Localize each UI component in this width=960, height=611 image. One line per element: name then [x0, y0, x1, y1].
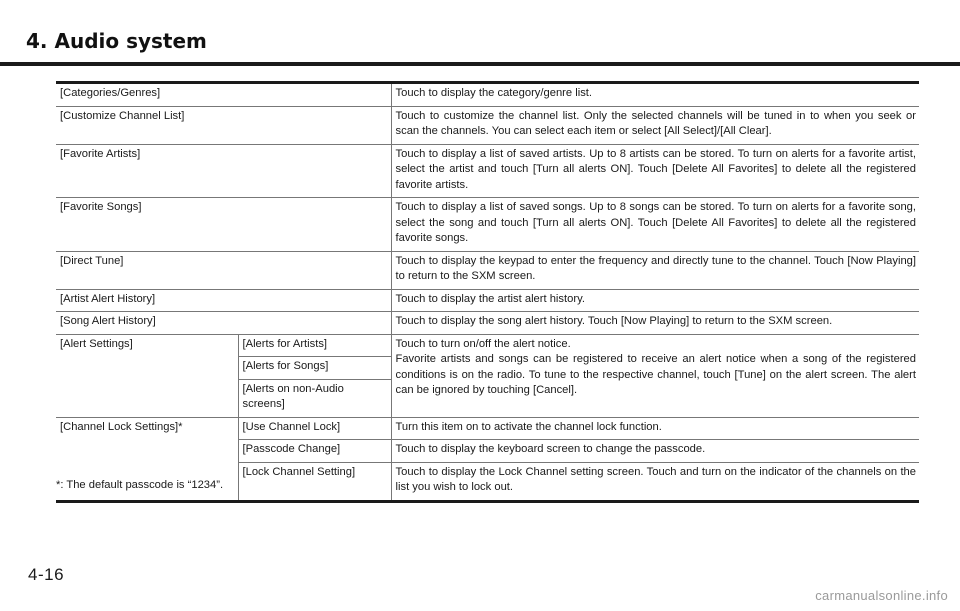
item-name: [Favorite Artists] — [56, 144, 391, 198]
alert-desc-line: Touch to turn on/off the alert notice. — [395, 337, 571, 350]
table-row — [56, 289, 919, 312]
table-row-channel-lock — [56, 417, 919, 440]
table-row — [56, 106, 919, 144]
page-number: 4-16 — [28, 565, 65, 584]
sub-item-name: [Alerts for Artists] — [238, 334, 391, 357]
settings-table — [56, 81, 919, 503]
table-row-alert-settings — [56, 334, 919, 357]
item-name: [Song Alert History] — [56, 312, 391, 335]
sub-item-name: [Passcode Change] — [238, 440, 391, 463]
item-name: [Categories/Genres] — [56, 83, 391, 107]
footnote: *: The default passcode is “1234”. — [56, 479, 224, 491]
item-name: [Artist Alert History] — [56, 289, 391, 312]
sub-item-name: [Lock Channel Setting] — [238, 462, 391, 501]
item-name: [Customize Channel List] — [56, 106, 391, 144]
section-title: 4. Audio system — [26, 29, 207, 53]
sub-item-name: [Alerts on non-Audio screens] — [238, 379, 391, 417]
table-row — [56, 312, 919, 335]
table-row — [56, 83, 919, 107]
table-row — [56, 251, 919, 289]
item-name: [Channel Lock Settings]* — [56, 417, 238, 501]
item-description: Touch to display the keypad to enter the frequency and directly tune to the channel. Touch [Now Playing] to return to the SXM screen. — [391, 251, 919, 289]
item-name: [Alert Settings] — [56, 334, 238, 417]
sub-item-name: [Use Channel Lock] — [238, 417, 391, 440]
header-rule — [0, 62, 960, 66]
item-description: Touch to display a list of saved artists. Up to 8 artists can be stored. To turn on alerts for a favorite artist, select the artist and touch [Turn all alerts ON]. Touch [Delete All Favorites] to delete all the registered favorite artists. — [391, 144, 919, 198]
item-description: Touch to customize the channel list. Only the selected channels will be tuned in to when you seek or scan the channels. You can select each item or select [All Select]/[All Clear]. — [391, 106, 919, 144]
item-description — [391, 334, 919, 417]
item-description: Touch to display the Lock Channel setting screen. Touch and turn on the indicator of the channels on the list you wish to lock out. — [391, 462, 919, 501]
item-name: [Direct Tune] — [56, 251, 391, 289]
table-row — [56, 144, 919, 198]
watermark: carmanualsonline.info — [815, 588, 948, 603]
alert-desc-line: Favorite artists and songs can be registered to receive an alert notice when a song of the registered conditions is on the radio. To tune to the respective channel, touch [Tune] on the alert screen. The alert can be ignored by touching [Cancel]. — [395, 353, 916, 396]
item-description: Touch to display the song alert history. Touch [Now Playing] to return to the SXM screen. — [391, 312, 919, 335]
item-description: Touch to display a list of saved songs. Up to 8 songs can be stored. To turn on alerts for a favorite song, select the song and touch [Turn all alerts ON]. Touch [Delete All Favorites] to delete all the registered favorite songs. — [391, 198, 919, 252]
sub-item-name: [Alerts for Songs] — [238, 357, 391, 380]
item-description: Touch to display the artist alert history. — [391, 289, 919, 312]
table-row — [56, 198, 919, 252]
item-description: Touch to display the category/genre list. — [391, 83, 919, 107]
item-name: [Favorite Songs] — [56, 198, 391, 252]
item-description: Touch to display the keyboard screen to change the passcode. — [391, 440, 919, 463]
item-description: Turn this item on to activate the channel lock function. — [391, 417, 919, 440]
